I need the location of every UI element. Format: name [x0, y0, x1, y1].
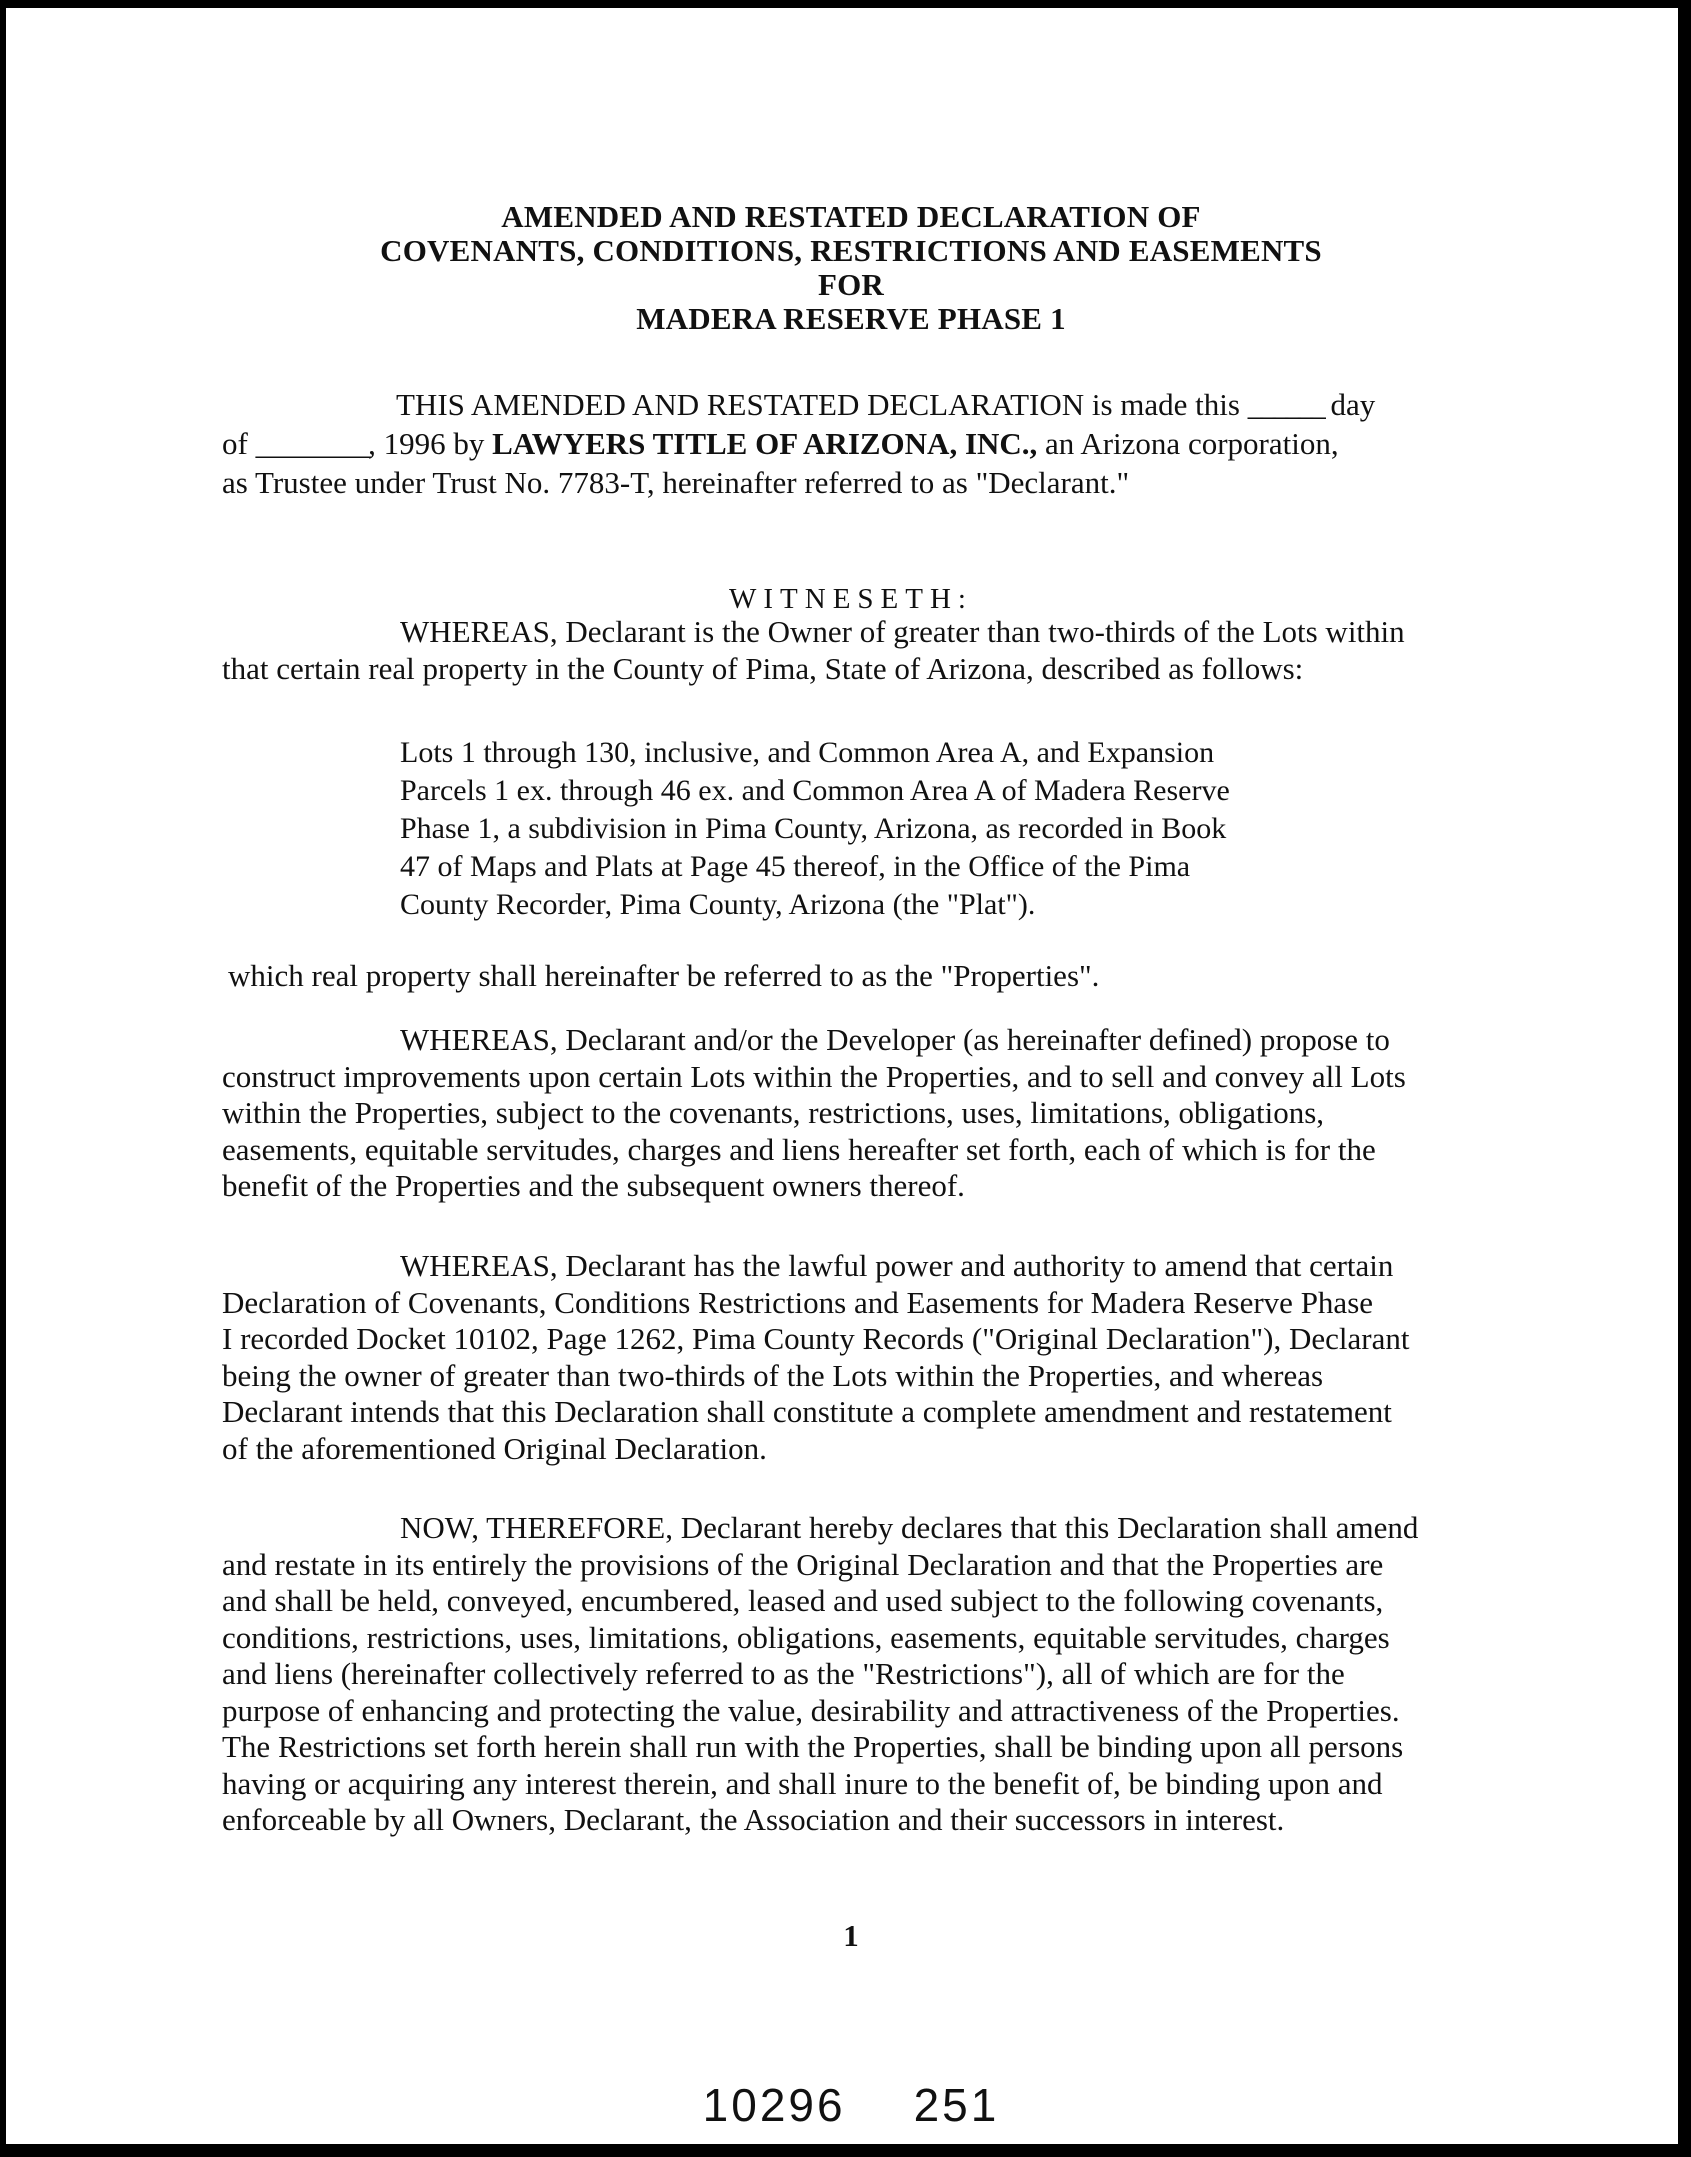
intro-line-2: of _________, 1996 by LAWYERS TITLE OF ARIZONA, INC., an Arizona corporation, — [222, 426, 1339, 461]
whereas-paragraph-3: WHEREAS, Declarant has the lawful power and authority to amend that certain Declaration of Covenants, Conditions Restrictions and Easements for Madera Reserve Phase I recorded Docket 10102, Page 1262, Pima County Records ("Original Declaration"), Declarant being the owner of greater than two-thirds of the Lots within the Properties, and whereas Declarant intends that this Declaration shall constitute a complete amendment and restatement of the aforementioned Original Declaration. — [222, 1248, 1410, 1466]
title-line-4: MADERA RESERVE PHASE 1 — [636, 301, 1066, 336]
now-therefore-paragraph: NOW, THEREFORE, Declarant hereby declares that this Declaration shall amend and restate in its entirely the provisions of the Original Declaration and that the Properties are and shall be held, conveyed, encumbered, leased and used subject to the following covenants, conditions, restrictions, uses, limitations, obligations, easements, equitable servitudes, charges and liens (hereinafter collectively referred to as the "Restrictions"), all of which are for the purpose of enhancing and protecting the value, desirability and attractiveness of the Properties. The Restrictions set forth herein shall run with the Properties, shall be binding upon all persons having or acquiring any interest therein, and shall inure to the benefit of, be binding upon and enforceable by all Owners, Declarant, the Association and their successors in interest. — [222, 1510, 1419, 1837]
title-line-3: FOR — [817, 267, 885, 302]
intro-line-3: as Trustee under Trust No. 7783-T, hereinafter referred to as "Declarant." — [222, 465, 1130, 500]
properties-definition: which real property shall hereinafter be referred to as the "Properties". — [228, 958, 1100, 993]
intro-paragraph — [222, 385, 1502, 502]
recording-page: 251 — [913, 2079, 1000, 2131]
recording-number — [6, 2078, 1678, 2132]
title-line-2: COVENANTS, CONDITIONS, RESTRICTIONS AND EASEMENTS — [380, 233, 1322, 268]
intro-line-1: THIS AMENDED AND RESTATED DECLARATION is made this ______ day — [396, 387, 1376, 422]
whereas-paragraph-2: WHEREAS, Declarant and/or the Developer (as hereinafter defined) propose to construct improvements upon certain Lots within the Properties, and to sell and convey all Lots within the Properties, subject to the covenants, restrictions, uses, limitations, obligations, easements, equitable servitudes, charges and liens hereafter set forth, each of which is for the benefit of the Properties and the subsequent owners thereof. — [222, 1022, 1406, 1203]
docket-number: 10296 — [702, 2079, 846, 2131]
document-page — [6, 8, 1678, 2144]
legal-description: Lots 1 through 130, inclusive, and Common Area A, and Expansion Parcels 1 ex. through 46 ex. and Common Area A of Madera Reserve Phase 1, a subdivision in Pima County, Arizona, as recorded in Book 47 of Maps and Plats at Page 45 thereof, in the Office of the Pima County Recorder, Pima County, Arizona (the "Plat"). — [400, 736, 1230, 921]
page-number: 1 — [843, 1918, 859, 1953]
witnesseth-heading: WITNESETH: — [729, 583, 973, 615]
whereas-paragraph-1: WHEREAS, Declarant is the Owner of greater than two-thirds of the Lots within that certain real property in the County of Pima, State of Arizona, described as follows: — [222, 614, 1405, 686]
title-line-1: AMENDED AND RESTATED DECLARATION OF — [501, 199, 1201, 234]
declarant-name: LAWYERS TITLE OF ARIZONA, INC., — [492, 426, 1038, 461]
document-title — [6, 200, 1678, 336]
